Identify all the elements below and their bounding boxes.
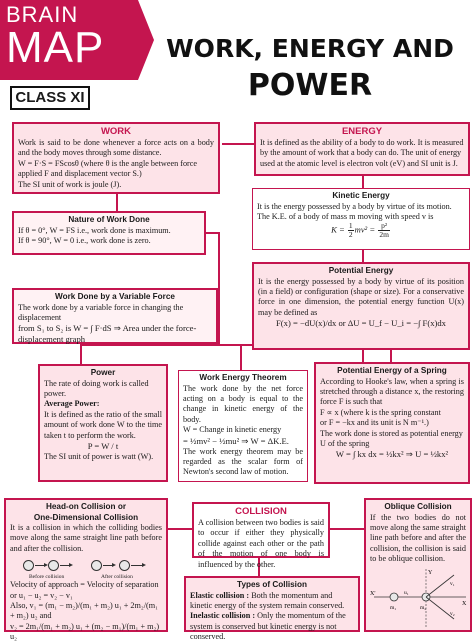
average-power-heading: Average Power: (44, 399, 100, 409)
types-of-collision-title: Types of Collision (237, 580, 307, 589)
ball-m2-before (48, 560, 59, 571)
average-power-definition: It is defined as the ratio of the small amount of work done W to the time taken t to perform the work. (44, 409, 162, 440)
spring-proportion: F ∝ x (where k is the spring constant (320, 407, 441, 417)
potential-energy-definition: It is the energy possessed by a body by virtue of its position (in a field) or configuration (shape or size). For a conservative force in one dimension, the potential energy function U(x) may be defined as (258, 276, 464, 317)
work-energy-theorem-title: Work Energy Theorem (199, 373, 287, 382)
variable-force-formula: from S₁ to S₂ is W = ∫ F·dS ⇒ Area under the force-displacement graph (18, 323, 197, 345)
power-title: Power (90, 368, 116, 377)
ball-m1 (390, 593, 398, 601)
connector-work-down (116, 193, 118, 211)
power-box (38, 364, 168, 482)
before-collision-label: Before collision (29, 574, 65, 581)
ke-p2: p² (378, 222, 390, 231)
arrow-v1 (103, 565, 113, 566)
ball-m1-before (23, 560, 34, 571)
work-energy-theorem-box (178, 370, 308, 482)
ke-2m: 2m (379, 230, 389, 240)
arrow-u2 (60, 565, 70, 566)
head-on-collision-diagram (21, 556, 151, 581)
variable-force-text: The work done by a variable force in changing the displacement (18, 302, 184, 322)
connector-top (222, 143, 254, 145)
head-on-velocity-equation: or u₁ − u₂ = v₂ − v₁ (10, 590, 73, 600)
ball-m2-after (119, 560, 130, 571)
spring-restoring-force: or F = −kx and its unit is N m⁻¹.) (320, 418, 429, 428)
connector-kinetic-down (362, 250, 364, 262)
kinetic-energy-title: Kinetic Energy (332, 191, 390, 200)
oblique-collision-box (364, 498, 472, 632)
spring-potential-box (314, 362, 470, 484)
work-energy-theorem-note: The work energy theorem may be regarded as the scalar form of Newton's second law of motion. (183, 446, 303, 477)
spring-stored-energy: The work done is stored as potential energy U of the spring (320, 428, 463, 448)
class-tag: CLASS XI (10, 86, 90, 110)
collision-box (192, 502, 330, 569)
work-formula: W = F·S = FScosθ (where θ is the angle between force applied F and displacement vector S.) (18, 158, 198, 179)
ball-m1-after (91, 560, 102, 571)
head-on-definition: It is a collision in which the colliding bodies move along the same straight line path before and after the collision. (10, 523, 162, 553)
work-box (12, 122, 220, 194)
collision-title: COLLISION (235, 506, 287, 517)
head-on-title-line2: One-Dimensional Collision (33, 512, 139, 522)
power-si-unit: The SI unit of power is watt (W). (44, 451, 154, 461)
arrow-v2 (131, 565, 143, 566)
label-m2: m₂ (420, 604, 427, 611)
connector-potential-down (362, 350, 364, 362)
potential-energy-formula: F(x) = −dU(x)/dx or ΔU = U_f − U_i = −∫ F(x)dx (276, 318, 446, 329)
power-formula: P = W / t (87, 440, 119, 451)
work-title: WORK (100, 126, 132, 137)
connector-wet-up (240, 344, 242, 370)
kinetic-energy-definition: It is the energy possessed by a body by virtue of its motion. The K.E. of a body of mass m moving with speed v is (257, 201, 452, 221)
connector-center-spine (218, 232, 220, 344)
work-definition: Work is said to be done whenever a force acts on a body and the body moves through some distance. (18, 138, 214, 158)
after-collision-label: After collision (101, 574, 133, 581)
connector-power-up (80, 344, 82, 364)
nature-of-work-title: Nature of Work Done (68, 215, 150, 224)
ke-mv2: mv² = (354, 224, 378, 235)
label-y: Y (428, 569, 433, 576)
spring-hookes-law: According to Hooke's law, when a spring is stretched through a distance x, the restoring force F is such that (320, 376, 464, 407)
brain-map-logo (0, 0, 138, 80)
nature-case-zero: If θ = 90°, W = 0 i.e., work done is zero. (18, 235, 151, 245)
connector-collision-right (330, 528, 364, 530)
head-on-v1-formula: Also, v₁ = (m₁ − m₂)/(m₁ + m₂) u₁ + 2m₂/(m₁ + m₂) u₂ and (10, 601, 158, 621)
oblique-collision-definition: If the two bodies do not move along the same straight line path before and after the collision, the collision is said to be oblique collision. (370, 512, 466, 564)
oblique-collision-title: Oblique Collision (384, 502, 452, 511)
work-si-unit: The SI unit of work is joule (J). (18, 179, 122, 189)
nature-case-max: If θ = 0°, W = FS i.e., work done is maximum. (18, 225, 171, 235)
ke-half-num: 1 (348, 221, 353, 231)
spring-title: Potential Energy of a Spring (337, 366, 447, 375)
head-on-velocity-relation: Velocity of approach = Velocity of separation (10, 580, 159, 590)
elastic-label: Elastic collision : (190, 590, 250, 600)
label-v1: v₁ (450, 580, 455, 587)
label-u1: u₁ (404, 589, 409, 596)
ke-half-den: 2 (348, 230, 353, 240)
oblique-collision-diagram (370, 567, 470, 629)
energy-box (254, 122, 470, 176)
page-title-line2: POWER (247, 68, 373, 103)
inelastic-text: Only the momentum of the system is conserved but kinetic energy is not conserved. (190, 611, 346, 642)
energy-title: ENERGY (341, 126, 383, 137)
inelastic-collision-item (190, 611, 354, 642)
map-text: MAP (6, 23, 105, 72)
label-x: X (462, 600, 467, 607)
work-energy-theorem-line1: W = Change in kinetic energy (183, 425, 282, 435)
connector-energy-down (362, 176, 364, 188)
nature-of-work-box (12, 211, 206, 255)
ke-momentum-fraction (378, 222, 390, 239)
label-v2: v₂ (450, 610, 455, 617)
power-definition: The rate of doing work is called power. (44, 378, 149, 398)
variable-force-box (12, 288, 218, 344)
label-x-prime: X' (370, 590, 376, 597)
head-on-v2-formula: v₂ = 2m₁/(m₁ + m₂) u₁ + (m₂ − m₁)/(m₁ + m₂) u₂ (10, 621, 160, 642)
work-energy-theorem-definition: The work done by the net force acting on a body is equal to the change in kinetic energy of the body. (183, 383, 303, 424)
head-on-collision-box (4, 498, 168, 642)
potential-energy-title: Potential Energy (328, 266, 394, 275)
head-on-title-line1: Head-on Collision or (45, 502, 127, 511)
label-m1: m₁ (390, 604, 397, 611)
variable-force-title: Work Done by a Variable Force (55, 292, 175, 301)
ke-half-fraction (348, 222, 354, 239)
energy-definition: It is defined as the ability of a body to do work. It is measured by the amount of work that a body can do. The unit of energy used at the atomic level is electron volt (eV) and SI unit is J. (260, 138, 464, 168)
elastic-text: Both the momentum and kinetic energy of the system remain conserved. (190, 590, 345, 610)
inelastic-label: Inelastic collision : (190, 611, 256, 621)
connector-collision-left (168, 528, 192, 530)
work-energy-theorem-formula: = ½mv² − ½mu² ⇒ W = ΔK.E. (183, 435, 289, 446)
kinetic-energy-formula (257, 222, 465, 239)
spring-formula: W = ∫ kx dx = ½kx² ⇒ U = ½kx² (335, 449, 449, 460)
kinetic-energy-box (252, 188, 470, 250)
types-of-collision-box (184, 576, 360, 642)
arrow-u1 (35, 565, 45, 566)
potential-energy-box (252, 262, 470, 350)
collision-definition: A collision between two bodies is said to occur if either they physically collide against each other or the path of the motion of one body is influenced by the other. (198, 518, 324, 569)
elastic-collision-item (190, 591, 354, 612)
brain-text: BRAIN (6, 2, 79, 27)
page-title-line1: WORK, ENERGY AND (166, 34, 454, 63)
connector-nature-right (206, 232, 218, 234)
ke-lhs: K = (331, 224, 347, 235)
